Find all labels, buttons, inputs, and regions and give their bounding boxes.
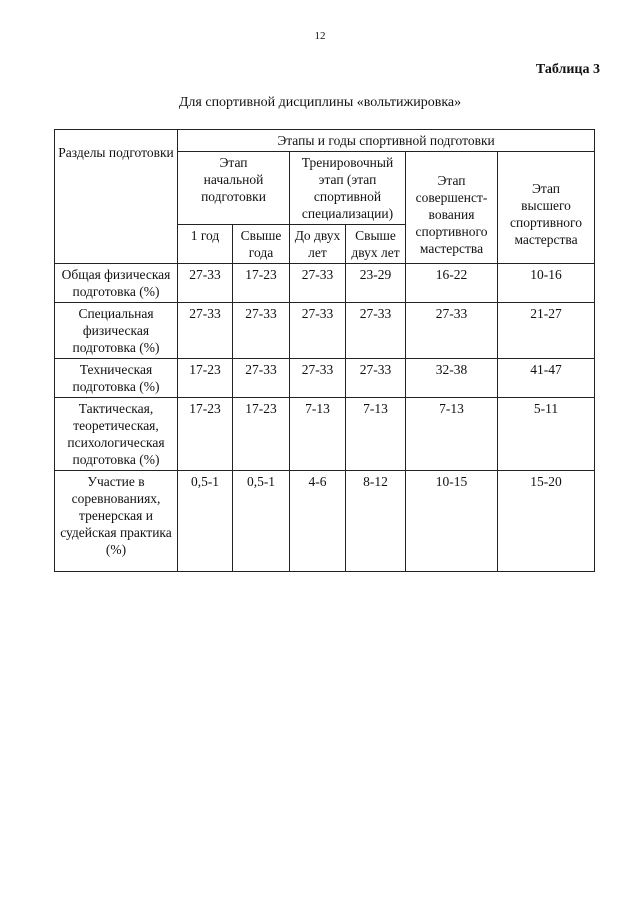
header-training-up2: До двух лет [290,225,346,264]
table-row [55,398,595,471]
cell-value: 7-13 [346,398,406,471]
header-stage-highest: Этап высшего спортивного мастерства [498,152,595,264]
cell-value: 27-33 [233,303,290,359]
cell-value: 7-13 [290,398,346,471]
cell-value: 23-29 [346,264,406,303]
table-caption: Для спортивной дисциплины «вольтижировка» [178,95,462,110]
row-label: Общая физическая подготовка (%) [55,264,178,303]
cell-value: 17-23 [233,398,290,471]
header-stage-initial: Этап начальной подготовки [178,152,290,225]
training-plan-table [54,129,595,572]
cell-value: 5-11 [498,398,595,471]
cell-value: 10-16 [498,264,595,303]
row-label: Техническая подготовка (%) [55,359,178,398]
cell-value: 8-12 [346,471,406,572]
cell-value: 17-23 [178,359,233,398]
cell-value: 16-22 [406,264,498,303]
table-row [55,359,595,398]
cell-value: 27-33 [290,264,346,303]
row-label: Специальная физическая подготовка (%) [55,303,178,359]
table-row [55,264,595,303]
cell-value: 21-27 [498,303,595,359]
cell-value: 0,5-1 [233,471,290,572]
table-row [55,303,595,359]
cell-value: 27-33 [178,303,233,359]
header-stage-training: Тренировочный этап (этап спортивной специализации) [290,152,406,225]
row-label: Тактическая, теоретическая, психологическая подготовка (%) [55,398,178,471]
cell-value: 17-23 [178,398,233,471]
cell-value: 27-33 [290,359,346,398]
cell-value: 41-47 [498,359,595,398]
cell-value: 27-33 [290,303,346,359]
cell-value: 27-33 [346,359,406,398]
header-stage-improvement: Этап совершенст-вования спортивного мастерства [406,152,498,264]
table-label: Таблица 3 [535,62,600,77]
header-initial-over1: Свыше года [233,225,290,264]
table-row [55,471,595,572]
cell-value: 15-20 [498,471,595,572]
cell-value: 7-13 [406,398,498,471]
row-label: Участие в соревнованиях, тренерская и судейская практика (%) [55,471,178,572]
cell-value: 4-6 [290,471,346,572]
page-number: 12 [314,30,326,42]
cell-value: 27-33 [406,303,498,359]
header-row-1 [55,130,595,152]
header-sections: Разделы подготовки [55,130,178,264]
cell-value: 0,5-1 [178,471,233,572]
cell-value: 27-33 [233,359,290,398]
header-training-over2: Свыше двух лет [346,225,406,264]
cell-value: 27-33 [346,303,406,359]
cell-value: 17-23 [233,264,290,303]
cell-value: 27-33 [178,264,233,303]
header-stages-years: Этапы и годы спортивной подготовки [178,130,595,152]
cell-value: 32-38 [406,359,498,398]
header-initial-year1: 1 год [178,225,233,264]
cell-value: 10-15 [406,471,498,572]
